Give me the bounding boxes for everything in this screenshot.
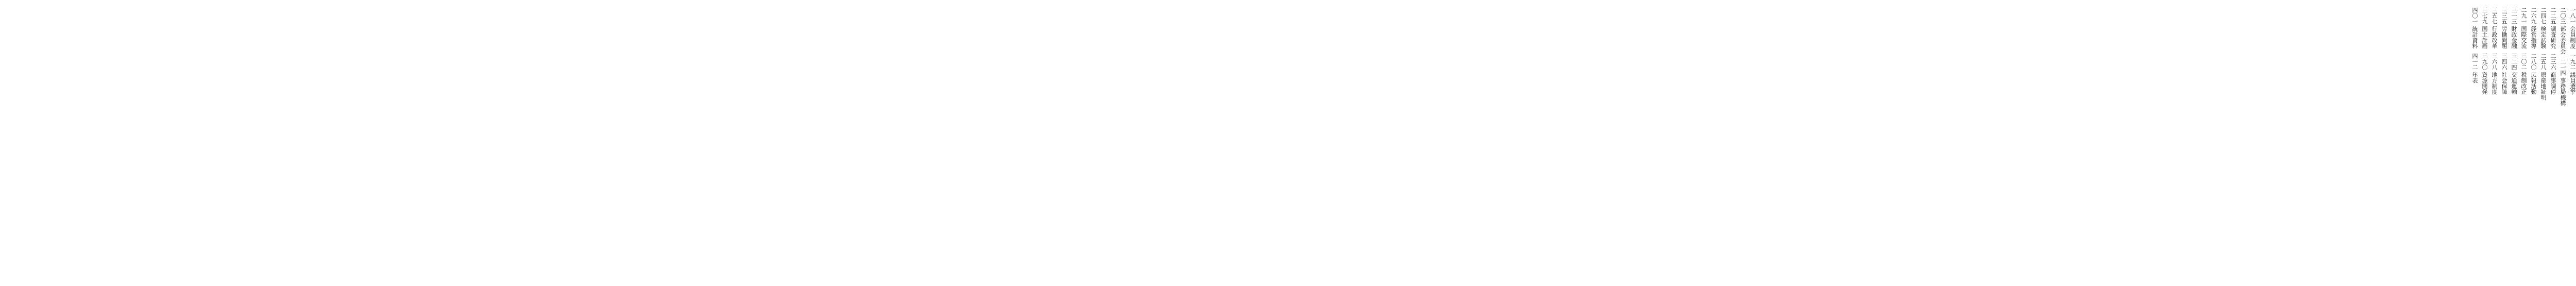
index-column — [2500, 7, 2507, 273]
index-column — [2549, 7, 2556, 273]
index-entry: 三九〇 資源開発 — [2481, 53, 2488, 94]
index-column — [2510, 7, 2517, 273]
index-column — [2569, 7, 2576, 273]
index-entry: 二三六 商事調停 — [2550, 53, 2556, 94]
index-column — [2530, 7, 2537, 273]
index-entry: 一八一 会員制度 — [2569, 7, 2576, 49]
index-entry: 四一二 年表 — [2471, 53, 2478, 83]
index-entry: 二一四 事務局機構 — [2560, 58, 2566, 106]
index-entry: 二八〇 広報活動 — [2530, 53, 2537, 94]
index-column — [2481, 7, 2488, 273]
index-entry: 二二五 調査研究 — [2550, 7, 2556, 49]
index-column — [2559, 7, 2566, 273]
index-entry: 三二四 交通運輸 — [2511, 53, 2517, 94]
index-entry: 二〇三 部会委員会 — [2560, 7, 2566, 55]
index-entry: 二九一 国際交流 — [2520, 7, 2527, 49]
index-entry: 二四七 検定試験 — [2540, 7, 2547, 49]
index-entry: 三五七 行政改革 — [2491, 7, 2498, 49]
index-entry: 三一三 財政金融 — [2511, 7, 2517, 49]
index-column — [2539, 7, 2547, 273]
index-column — [2490, 7, 2498, 273]
index-entry: 三七九 国土計画 — [2481, 7, 2488, 49]
index-entry: 三六八 地方制度 — [2491, 53, 2498, 94]
index-entry: 三四六 社会保障 — [2501, 53, 2507, 94]
index-section — [2468, 7, 2576, 273]
index-entry: 四〇一 統計資料 — [2471, 7, 2478, 49]
index-column — [2520, 7, 2527, 273]
index-entry: 一九二 議員選挙 — [2569, 53, 2576, 94]
index-entry: 三〇二 税制改正 — [2520, 53, 2527, 94]
index-column — [2471, 7, 2478, 273]
index-entry: 二五八 原産地証明 — [2540, 53, 2547, 100]
index-entry: 二六九 経営指導 — [2530, 7, 2537, 49]
index-entry: 三三五 労働問題 — [2501, 7, 2507, 49]
